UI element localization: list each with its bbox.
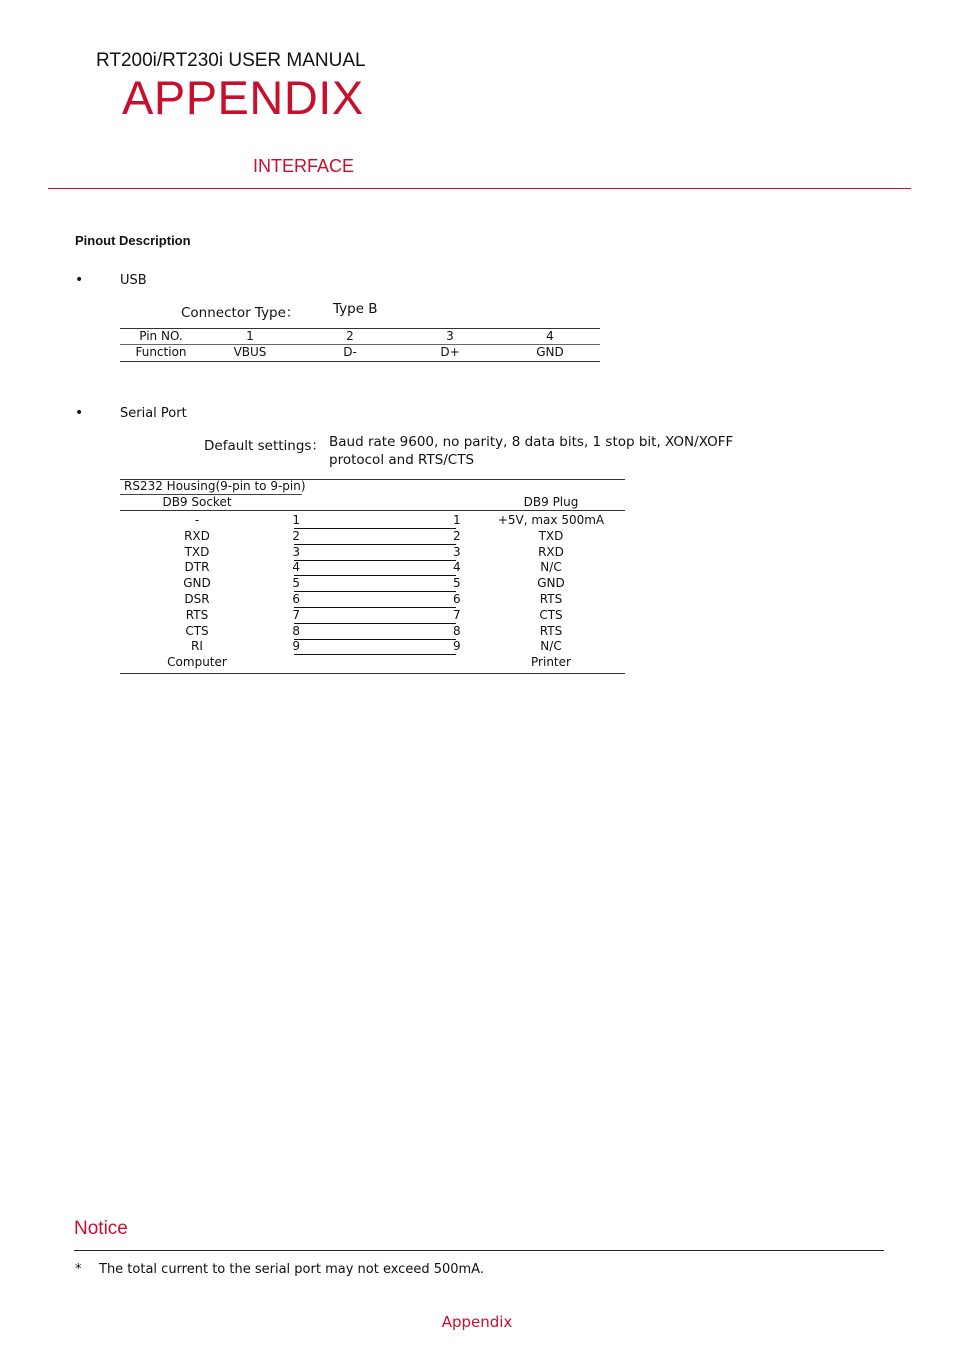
pin-wire: [294, 560, 456, 561]
plug-pin: 9: [453, 639, 461, 654]
row-label: Function: [135, 345, 187, 359]
connector-type-label: Connector Type：: [181, 305, 300, 321]
plug-pin: 8: [453, 623, 461, 638]
socket-signal: TXD: [184, 544, 210, 559]
section-title: INTERFACE: [253, 156, 355, 176]
plug-pin: 2: [453, 528, 461, 543]
socket-signal: GND: [183, 576, 211, 591]
notice-title: Notice: [74, 1218, 128, 1239]
pin-wire: [294, 639, 456, 640]
serial-bullet: •: [75, 405, 84, 421]
table-rule: [120, 361, 600, 362]
default-settings-label: Default settings：: [204, 438, 325, 454]
pinout-subheading: Pinout Description: [75, 233, 191, 248]
rs232-pin-table: [120, 478, 625, 676]
socket-pin: 8: [292, 623, 300, 638]
pin-wire: [294, 591, 456, 592]
table-row: [120, 345, 600, 361]
pin-wire: [294, 623, 456, 624]
socket-signal: CTS: [185, 623, 209, 638]
appendix-title: APPENDIX: [122, 71, 364, 124]
socket-pin: 5: [292, 576, 300, 591]
row-label: Pin NO.: [139, 329, 183, 343]
plug-signal: TXD: [538, 528, 564, 543]
plug-pin: 3: [453, 544, 461, 559]
table-cell: D+: [440, 345, 460, 359]
socket-signal: DSR: [184, 592, 210, 606]
socket-pin: 1: [292, 513, 300, 527]
table-rule: [120, 510, 625, 511]
socket-signal: RI: [191, 639, 203, 654]
table-cell: D-: [343, 345, 357, 359]
right-header: DB9 Plug: [523, 495, 579, 509]
table-cell: VBUS: [233, 345, 267, 359]
pin-wire: [294, 575, 456, 576]
table-cell: 1: [246, 329, 254, 343]
plug-pin: 6: [453, 592, 461, 606]
socket-pin: 7: [292, 607, 300, 622]
notice-divider: [74, 1250, 884, 1251]
plug-signal: CTS: [539, 607, 563, 622]
default-settings-line2: protocol and RTS/CTS: [329, 452, 475, 468]
plug-signal: GND: [537, 576, 565, 591]
right-footer: Printer: [531, 655, 571, 669]
page-footer: Appendix: [441, 1313, 513, 1331]
socket-pin: 3: [292, 544, 300, 559]
plug-signal: RTS: [539, 623, 563, 638]
table-cell: 3: [446, 329, 454, 343]
plug-signal: RXD: [538, 544, 564, 559]
pin-wire: [294, 654, 456, 655]
pin-wire: [294, 607, 456, 608]
table-caption: RS232 Housing(9-pin to 9-pin): [124, 479, 306, 493]
connector-type-value: Type B: [333, 301, 378, 317]
table-cell: 2: [346, 329, 354, 343]
plug-signal: +5V, max 500mA: [497, 513, 605, 527]
socket-signal: DTR: [184, 560, 210, 575]
default-settings-line1: Baud rate 9600, no parity, 8 data bits, 1 stop bit, XON/XOFF: [329, 434, 734, 450]
serial-label: Serial Port: [120, 406, 187, 421]
header-divider: [48, 188, 911, 189]
notice-marker: *: [75, 1262, 82, 1277]
plug-pin: 4: [453, 560, 461, 575]
left-footer: Computer: [167, 655, 227, 669]
table-cell: GND: [536, 345, 564, 359]
pin-wire: [294, 544, 456, 545]
table-row: [120, 329, 600, 345]
plug-signal: N/C: [540, 639, 562, 654]
socket-signal: RXD: [184, 528, 210, 543]
usb-bullet: •: [75, 272, 84, 288]
usb-label: USB: [120, 273, 147, 288]
plug-pin: 5: [453, 576, 461, 591]
plug-signal: N/C: [540, 560, 562, 575]
socket-signal: -: [194, 513, 200, 527]
pin-wire: [294, 528, 456, 529]
plug-signal: RTS: [539, 592, 563, 606]
socket-pin: 6: [292, 592, 300, 606]
socket-pin: 2: [292, 528, 300, 543]
left-header: DB9 Socket: [162, 495, 232, 509]
table-cell: 4: [546, 329, 554, 343]
socket-pin: 9: [292, 639, 300, 654]
manual-title: RT200i/RT230i USER MANUAL: [96, 50, 366, 71]
socket-signal: RTS: [185, 607, 209, 622]
notice-text: The total current to the serial port may not exceed 500mA.: [99, 1262, 484, 1277]
plug-pin: 1: [453, 513, 461, 527]
plug-pin: 7: [453, 607, 461, 622]
table-rule: [120, 673, 625, 674]
socket-pin: 4: [292, 560, 300, 575]
